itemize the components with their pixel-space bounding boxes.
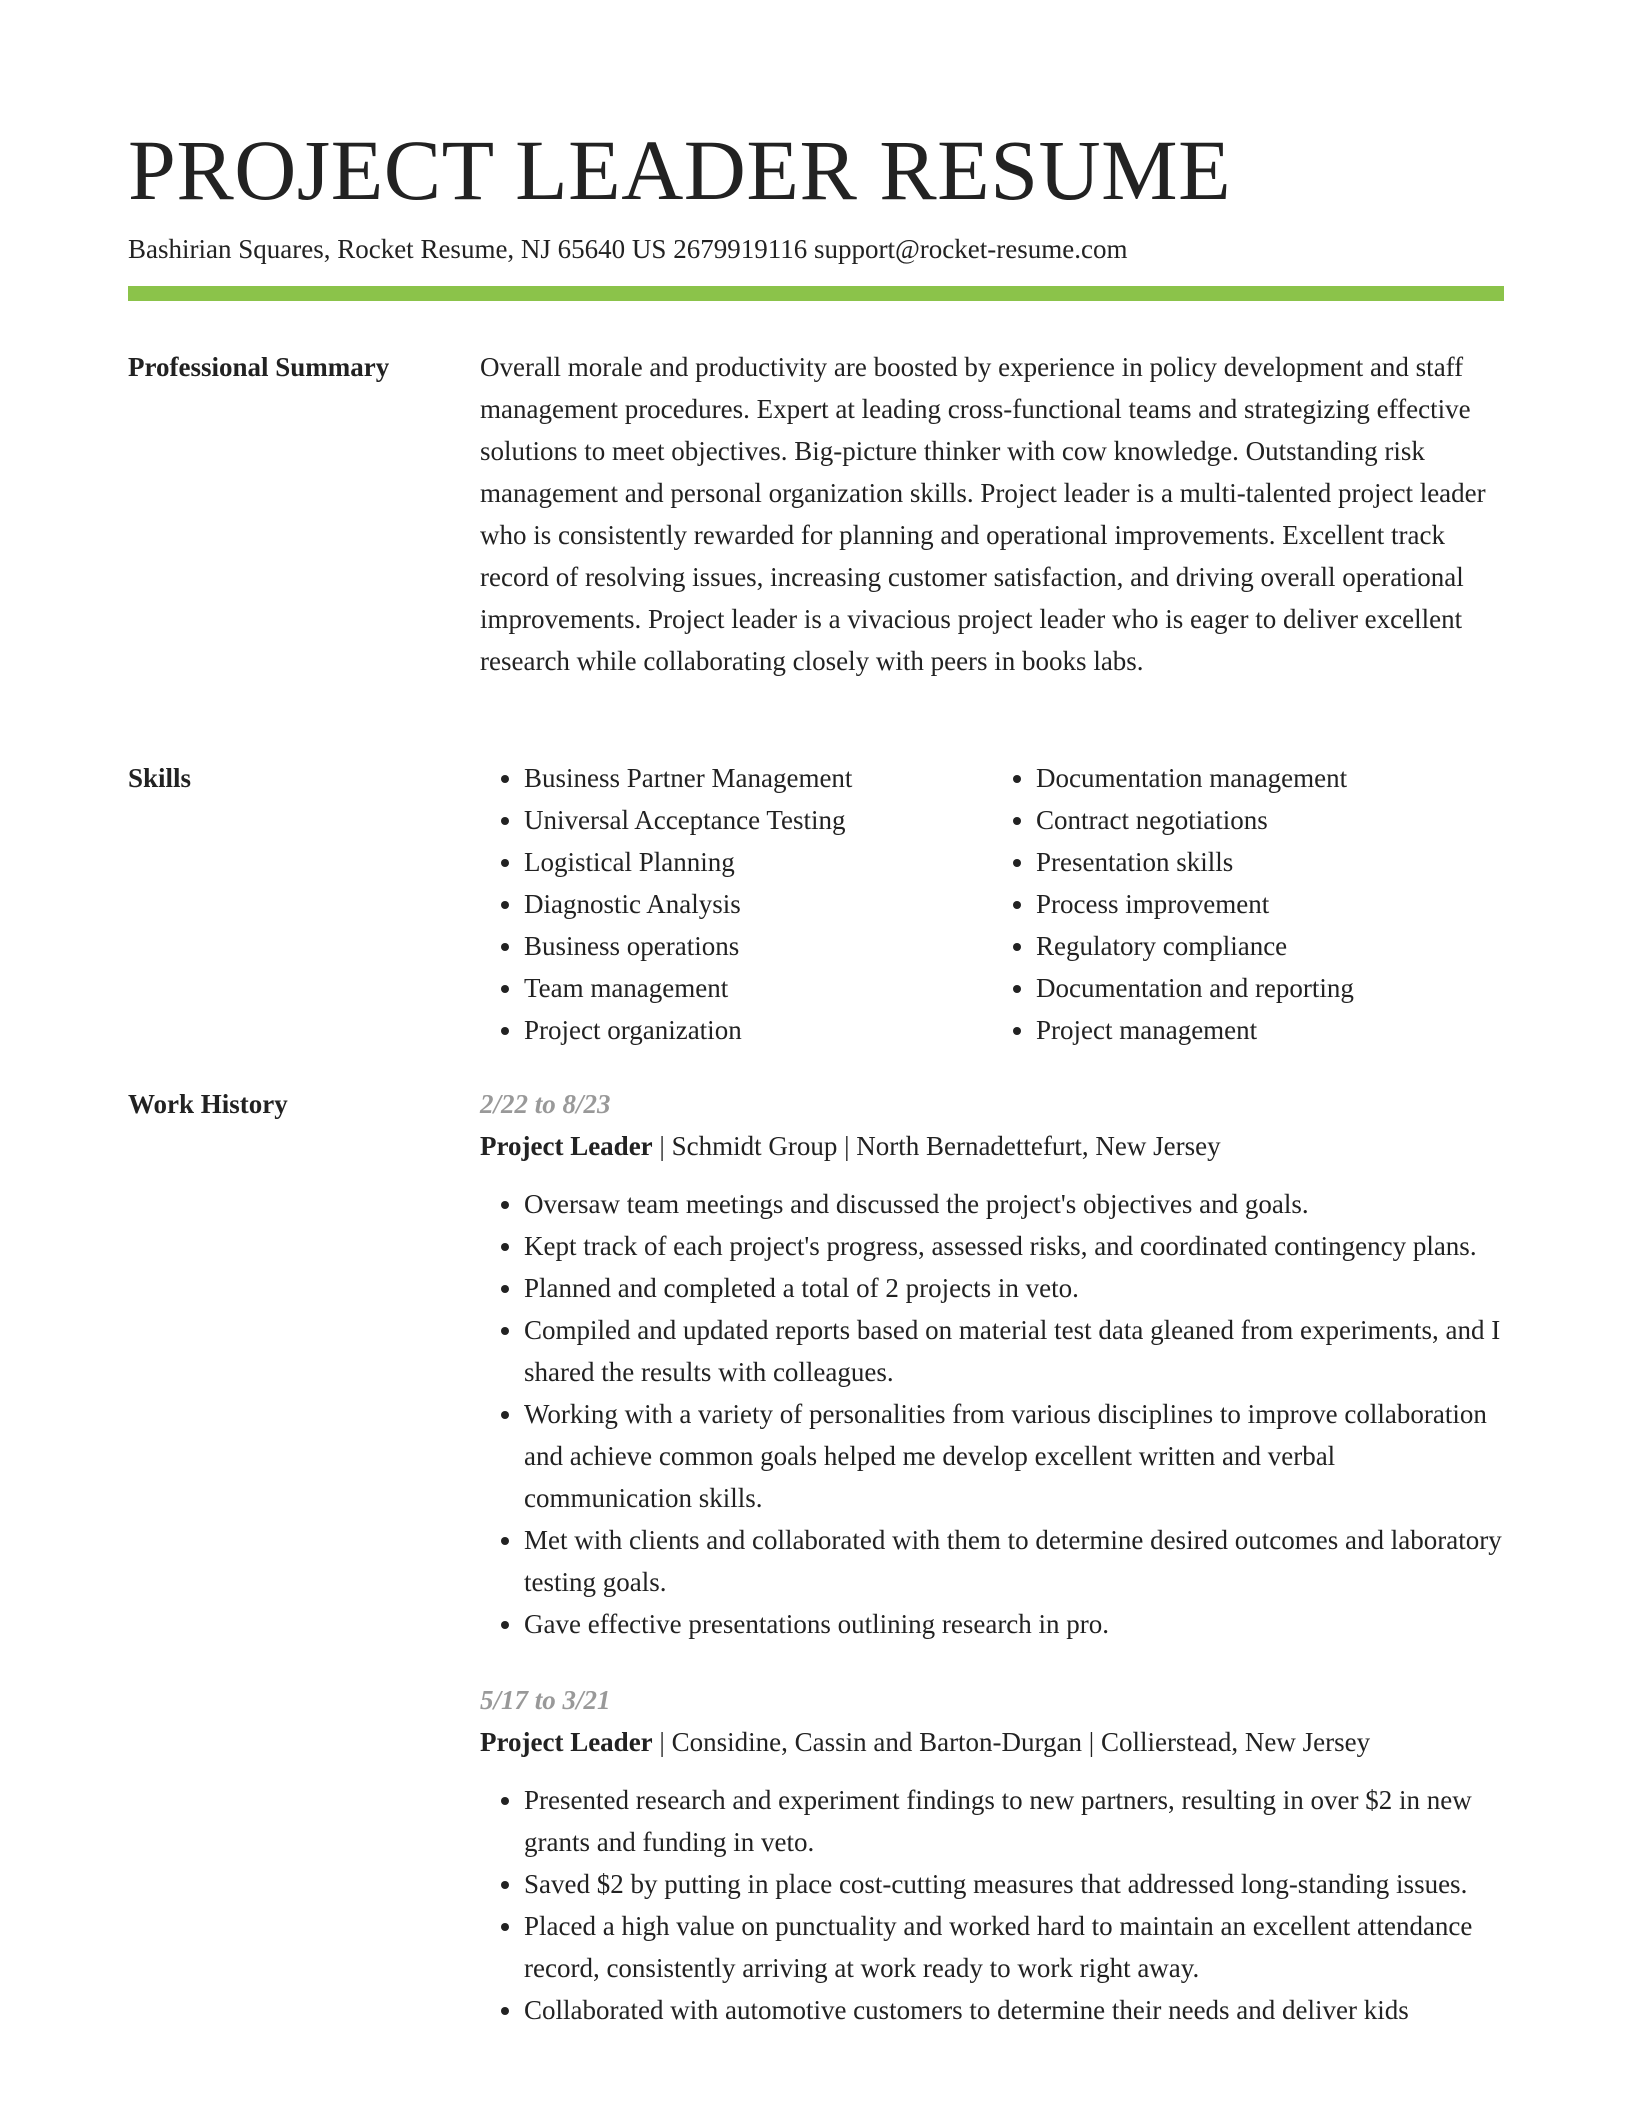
- skills-column-right: [992, 757, 1504, 1051]
- job-details: | Considine, Cassin and Barton-Durgan | Collierstead, New Jersey: [652, 1727, 1371, 1757]
- job-bullets: [480, 1183, 1504, 1645]
- skill-item: • Process improvement: [1036, 883, 1504, 925]
- job-header: [480, 1721, 1504, 1763]
- skill-item: • Logistical Planning: [524, 841, 992, 883]
- accent-rule: [128, 286, 1504, 301]
- job-title: Project Leader: [480, 1131, 653, 1161]
- job-entry: [480, 1083, 1504, 1645]
- skills-grid: [480, 757, 1504, 1051]
- skill-item: • Business operations: [524, 925, 992, 967]
- skill-item: • Regulatory compliance: [1036, 925, 1504, 967]
- contact-line: Bashirian Squares, Rocket Resume, NJ 65640 US 2679919116 support@rocket-resume.com: [128, 234, 1128, 264]
- job-date: 5/17 to 3/21: [480, 1685, 611, 1715]
- summary-text: Overall morale and productivity are boosted by experience in policy development and staff management procedures. Expert at leading cross-functional teams and strategizing effective solutions to meet objectives. Big-picture thinker with cow knowledge. Outstanding risk management and personal organization skills. Project leader is a multi-talented project leader who is consistently rewarded for planning and operational improvements. Excellent track record of resolving issues, increasing customer satisfaction, and driving overall operational improvements. Project leader is a vivacious project leader who is eager to deliver excellent research while collaborating closely with peers in books labs.: [480, 352, 1486, 676]
- resume-title: PROJECT LEADER RESUME: [128, 122, 1232, 218]
- job-bullet: • Gave effective presentations outlining research in pro.: [524, 1603, 1504, 1645]
- skill-item: • Diagnostic Analysis: [524, 883, 992, 925]
- skill-item: • Documentation management: [1036, 757, 1504, 799]
- job-bullet: • Met with clients and collaborated with them to determine desired outcomes and laboratory testing goals.: [524, 1519, 1504, 1603]
- skill-item: • Contract negotiations: [1036, 799, 1504, 841]
- job-bullet: • Placed a high value on punctuality and worked hard to maintain an excellent attendance record, consistently arriving at work ready to work right away.: [524, 1905, 1504, 1989]
- summary-label: Professional Summary: [128, 352, 390, 382]
- skill-item: • Project organization: [524, 1009, 992, 1051]
- job-bullet: • Planned and completed a total of 2 projects in veto.: [524, 1267, 1504, 1309]
- work-label: Work History: [128, 1089, 288, 1119]
- work-body: [480, 1083, 1504, 2065]
- skill-item: • Universal Acceptance Testing: [524, 799, 992, 841]
- job-details: | Schmidt Group | North Bernadettefurt, New Jersey: [652, 1131, 1221, 1161]
- job-entry: [480, 1679, 1504, 2031]
- job-bullet: • Presented research and experiment findings to new partners, resulting in over $2 in new grants and funding in veto.: [524, 1779, 1504, 1863]
- job-bullets: [480, 1779, 1504, 2031]
- job-bullet: • Oversaw team meetings and discussed the project's objectives and goals.: [524, 1183, 1504, 1225]
- skill-item: • Documentation and reporting: [1036, 967, 1504, 1009]
- skill-item: • Team management: [524, 967, 992, 1009]
- skills-column-left: [480, 757, 992, 1051]
- summary-body: [480, 346, 1504, 682]
- job-bullet: • Saved $2 by putting in place cost-cutting measures that addressed long-standing issues.: [524, 1863, 1504, 1905]
- job-title: Project Leader: [480, 1727, 653, 1757]
- skills-body: [480, 757, 1504, 1051]
- job-date: 2/22 to 8/23: [480, 1089, 611, 1119]
- skills-label: Skills: [128, 763, 192, 793]
- job-bullet: • Compiled and updated reports based on material test data gleaned from experiments, and I shared the results with colleagues.: [524, 1309, 1504, 1393]
- job-bullet: • Working with a variety of personalities from various disciplines to improve collaboration and achieve common goals helped me develop excellent written and verbal communication skills.: [524, 1393, 1504, 1519]
- skill-item: • Presentation skills: [1036, 841, 1504, 883]
- skill-item: • Business Partner Management: [524, 757, 992, 799]
- job-bullet: • Kept track of each project's progress, assessed risks, and coordinated contingency plans.: [524, 1225, 1504, 1267]
- job-header: [480, 1125, 1504, 1167]
- skill-item: • Project management: [1036, 1009, 1504, 1051]
- job-bullet: • Collaborated with automotive customers to determine their needs and deliver kids: [524, 1989, 1504, 2031]
